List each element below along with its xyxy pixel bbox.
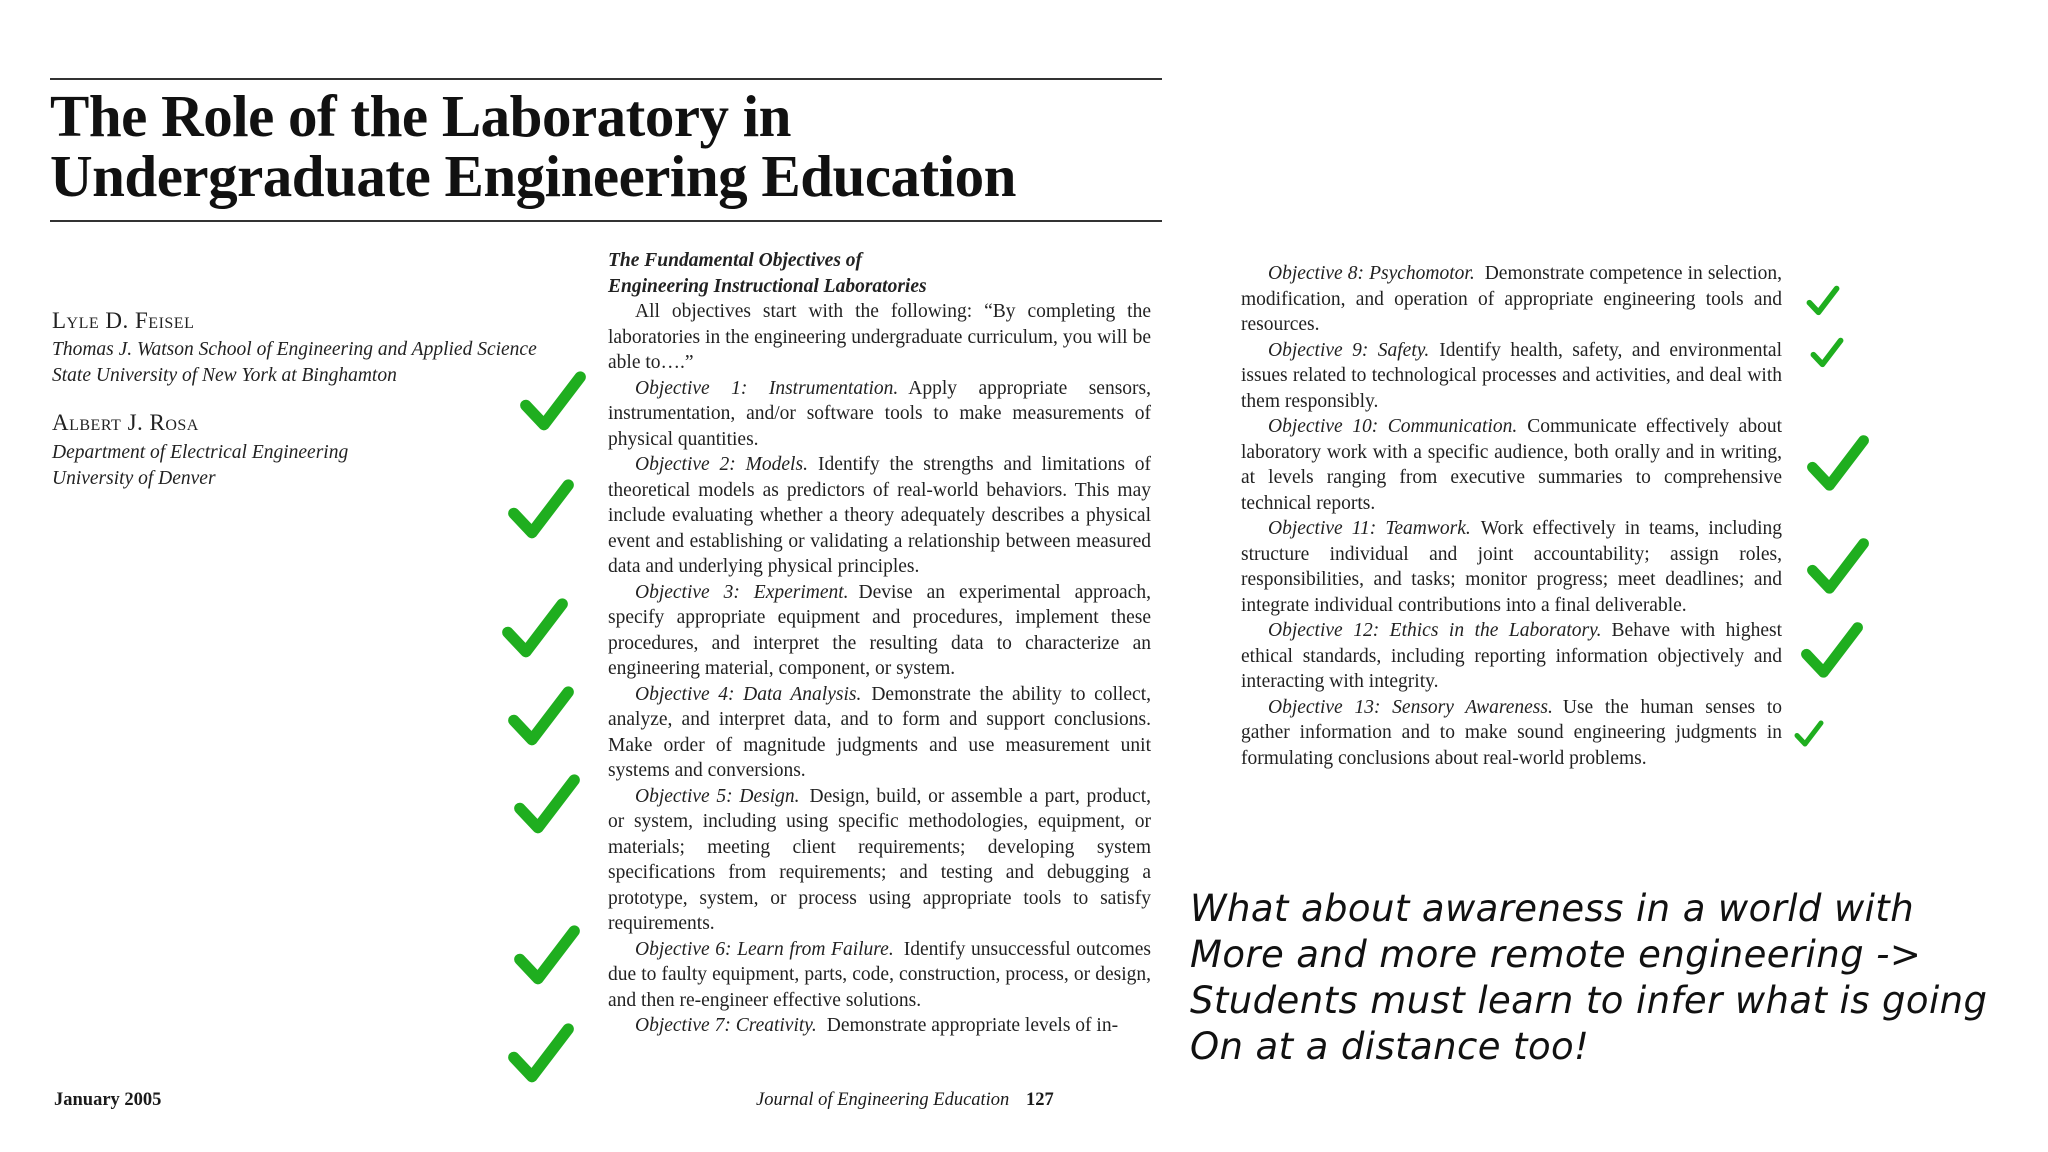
rule-top <box>50 78 1162 80</box>
checkmark-icon <box>513 922 581 990</box>
article-title <box>50 83 1160 209</box>
footer-date: January 2005 <box>54 1090 162 1110</box>
section-heading-line: The Fundamental Objectives of <box>608 250 863 271</box>
comment-line: Students must learn to infer what is going <box>1190 979 1988 1022</box>
author-affiliation <box>52 337 537 389</box>
affiliation-line: University of Denver <box>52 468 216 489</box>
objective-label: Objective 5: Design. <box>635 785 800 807</box>
footer-page-number: 127 <box>1026 1090 1054 1110</box>
objective-label: Objective 10: Communication. <box>1268 416 1518 437</box>
objectives-column-left <box>608 248 1151 1039</box>
section-heading <box>608 248 1151 299</box>
section-intro: All objectives start with the following: “By completing the laboratories in the engineering undergraduate curriculum, you will be able to….” <box>608 301 1151 373</box>
checkmark-icon <box>507 683 575 751</box>
objective-text: Identify unsuccessful outcomes due to faulty equipment, parts, code, construction, process, or design, and then re-engineer effective solutions. <box>608 938 1152 1011</box>
checkmark-icon <box>1794 719 1824 749</box>
affiliation-line: Department of Electrical Engineering <box>52 442 349 463</box>
article-title-line2: Undergraduate Engineering Education <box>50 143 1016 209</box>
affiliation-line: State University of New York at Binghamton <box>52 365 397 386</box>
author-affiliation <box>52 440 348 492</box>
checkmark-icon <box>513 771 581 839</box>
objective-text: Behave with highest ethical standards, including reporting information objectively and interacting with integrity. <box>1241 620 1783 692</box>
objective-text: Demonstrate the ability to collect, analyze, and interpret data, and to form and support conclusions. Make order of magnitude judgments and use measurement unit systems and conversions. <box>608 683 1151 781</box>
objective-paragraph <box>1241 261 1782 338</box>
article-title-line1: The Role of the Laboratory in <box>50 83 791 149</box>
checkmark-icon <box>1806 535 1870 599</box>
footer-journal: Journal of Engineering Education <box>756 1090 1010 1110</box>
objective-text: Identify the strengths and limitations of theoretical models as predictors of real-world behaviors. This may include evaluating whether a theory adequately describes a physical event and establishing or validating a relationship between measured data and underlying physical principles. <box>608 454 1152 577</box>
objective-paragraph <box>608 1013 1151 1039</box>
objective-text: Demonstrate competence in selection, modification, and operation of appropriate engineering tools and resources. <box>1241 263 1783 335</box>
objective-paragraph <box>608 784 1151 937</box>
objective-label: Objective 6: Learn from Failure. <box>635 938 894 960</box>
objective-label: Objective 2: Models. <box>635 454 808 475</box>
objective-label: Objective 12: Ethics in the Laboratory. <box>1268 620 1602 641</box>
rule-bottom <box>50 220 1162 222</box>
objective-paragraph <box>608 580 1151 682</box>
comment-line: On at a distance too! <box>1190 1025 1590 1068</box>
objective-text: Identify health, safety, and environmental issues related to technological processes and activities, and deal with them responsibly. <box>1241 339 1782 412</box>
checkmark-icon <box>1806 284 1840 318</box>
checkmark-icon <box>507 476 575 544</box>
objective-paragraph <box>608 682 1151 784</box>
objective-label: Objective 3: Experiment. <box>635 581 849 603</box>
comment-line: More and more remote engineering -> <box>1190 933 1922 976</box>
objective-text: Devise an experimental approach, specify appropriate equipment and procedures, implement these procedures, and interpret the resulting data to characterize an engineering material, component, or system. <box>608 581 1151 679</box>
section-heading-line: Engineering Instructional Laboratories <box>608 275 927 297</box>
objective-label: Objective 7: Creativity. <box>635 1015 817 1036</box>
objective-text: Demonstrate appropriate levels of in- <box>826 1015 1119 1036</box>
objective-paragraph <box>1241 695 1782 772</box>
objective-label: Objective 1: Instrumentation. <box>635 377 899 399</box>
objective-text: Work effectively in teams, including structure individual and joint accountability; assign roles, responsibilities, and tasks; monitor progress; meet deadlines; and integrate individual contributions into a final deliverable. <box>1241 518 1783 616</box>
objective-text: Use the human senses to gather information and to make sound engineering judgments in formulating conclusions about real-world problems. <box>1241 696 1783 769</box>
objective-paragraph <box>608 376 1151 453</box>
handwritten-comment <box>1190 886 2040 1070</box>
objective-paragraph <box>608 937 1151 1014</box>
checkmark-icon <box>501 595 569 663</box>
objective-text: Communicate effectively about laboratory work with a specific audience, both orally and in writing, at levels ranging from executive summaries to comprehensive technical reports. <box>1241 416 1782 514</box>
objective-label: Objective 8: Psychomotor. <box>1268 263 1475 284</box>
checkmark-icon <box>1800 619 1864 683</box>
checkmark-icon <box>1810 336 1844 370</box>
objective-label: Objective 9: Safety. <box>1268 339 1430 361</box>
author-name: Albert J. Rosa <box>52 410 199 435</box>
objective-label: Objective 11: Teamwork. <box>1268 518 1471 539</box>
author-name: Lyle D. Feisel <box>52 308 195 333</box>
objective-paragraph <box>1241 618 1782 695</box>
objective-text: Design, build, or assemble a part, product, or system, including using specific methodologies, equipment, or materials; meeting client requirements; developing system specifications from requirements; and testing and debugging a prototype, system, or process using appropriate tools to satisfy requirements. <box>608 785 1151 934</box>
objective-paragraph <box>1241 338 1782 415</box>
objective-paragraph <box>608 452 1151 580</box>
affiliation-line: Thomas J. Watson School of Engineering and Applied Science <box>52 339 537 360</box>
objective-paragraph <box>1241 414 1782 516</box>
objective-label: Objective 4: Data Analysis. <box>635 683 862 705</box>
checkmark-icon <box>1806 432 1870 496</box>
objective-label: Objective 13: Sensory Awareness. <box>1268 696 1553 718</box>
objective-text: Apply appropriate sensors, instrumentation, and/or software tools to make measurements of physical quantities. <box>608 377 1152 450</box>
comment-line: What about awareness in a world with <box>1190 887 1915 930</box>
objective-paragraph <box>1241 516 1782 618</box>
checkmark-icon <box>519 368 587 436</box>
objectives-column-right <box>1241 261 1782 771</box>
checkmark-icon <box>507 1020 575 1088</box>
